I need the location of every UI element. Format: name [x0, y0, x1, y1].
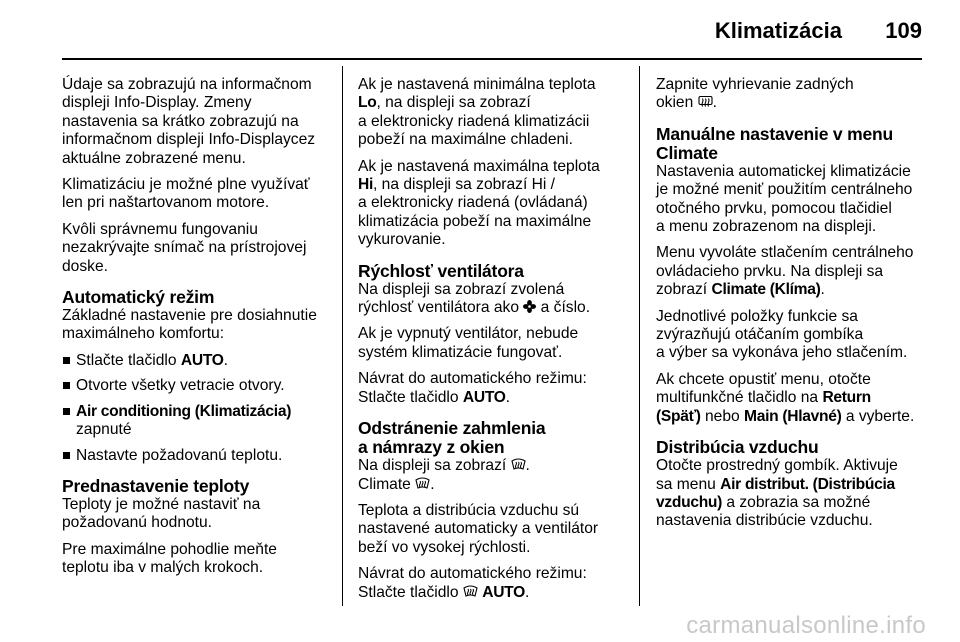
column-2	[358, 76, 622, 610]
paragraph-preset: Teploty je možné nastaviť na požadovanú hodnotu.	[62, 495, 261, 532]
paragraph-comfort: Pre maximálne pohodlie meňte teplotu iba v malých krokoch.	[62, 540, 277, 577]
column-1	[62, 76, 326, 586]
section-title: Klimatizácia	[714, 18, 842, 43]
air-distribut-label: Air distribut. (Distribúcia vzduchu)	[656, 475, 895, 511]
heading-air-distribution: Distribúcia vzduchu	[656, 437, 819, 458]
heading-manual-climate: Manuálne nastavenie v menu Climate	[656, 123, 893, 163]
column-divider-2	[639, 66, 640, 606]
windscreen-defrost-icon	[415, 477, 430, 490]
auto-button-label: AUTO	[482, 583, 525, 601]
auto-button-label: AUTO	[180, 351, 224, 369]
paragraph-return-auto-1: Návrat do automatického režimu: Stlačte tlačidlo AUTO.	[358, 370, 587, 406]
page-number: 109	[885, 18, 922, 43]
paragraph-exit-menu: Ak chcete opustiť menu, otočte multifunkčné tlačidlo na Return (Späť) nebo Main (Hlavné) a vyberte.	[656, 370, 915, 425]
paragraph-menu-items: Jednotlivé položky funkcie sa zvýrazňujú otáčaním gombíka a výber sa vykonáva jeho stlačením.	[656, 307, 908, 362]
windscreen-defrost-icon	[511, 458, 526, 471]
paragraph-info-display: Údaje sa zobrazujú na informačnom displeji Info-Display. Zmeny nastavenia sa krátko zobrazujú na informačnom displeji Info-Displaycez aktuálne zobrazené menu.	[62, 76, 316, 167]
hi-label: Hi	[358, 176, 373, 194]
paragraph-auto-distribution: Teplota a distribúcia vzduchu sú nastavené automaticky a ventilátor beží vo vysokej rýchlosti.	[358, 501, 599, 556]
paragraph-return-auto-2: Návrat do automatického režimu: Stlačte tlačidlo AUTO.	[358, 565, 587, 601]
list-item: Air conditioning (Klimatizácia) zapnuté	[62, 403, 326, 440]
paragraph-rear-heating: Zapnite vyhrievanie zadných okien .	[656, 76, 854, 112]
paragraph-min-temp: Ak je nastavená minimálna teplota Lo, na displeji sa zobrazí a elektronicky riadená klimatizácii pobeží na maximálne chladeni.	[358, 76, 596, 149]
lo-label: Lo	[358, 94, 377, 112]
paragraph-open-menu: Menu vyvoláte stlačením centrálneho ovládacieho prvku. Na displeji sa zobrazí Climate (Klíma).	[656, 244, 914, 299]
air-conditioning-label: Air conditioning (Klimatizácia)	[76, 402, 292, 420]
paragraph-fan-off: Ak je vypnutý ventilátor, nebude systém klimatizácie fungovať.	[358, 325, 579, 361]
column-3	[656, 76, 920, 539]
main-label: Main (Hlavné)	[744, 407, 842, 425]
paragraph-sensor: Kvôli správnemu fungovaniu nezakrývajte snímač na prístrojovej doske.	[62, 220, 307, 275]
auto-steps-list	[62, 352, 326, 465]
paragraph-max-temp: Ak je nastavená maximálna teplota Hi, na displeji sa zobrazí Hi / a elektronicky riadená (ovládaná) klimatizácia pobeží na maximálne vykurovanie.	[358, 157, 600, 249]
paragraph-basic-setting: Základné nastavenie pre dosiahnutie maximálneho komfortu:	[62, 307, 317, 343]
climate-menu-label: Climate (Klíma)	[711, 281, 821, 299]
paragraph-defog-display: Na displeji sa zobrazí . Climate .	[358, 457, 530, 493]
watermark: carmanualsonline.info	[686, 612, 926, 639]
auto-button-label: AUTO	[462, 388, 506, 406]
return-label: Return (Späť)	[656, 389, 871, 425]
fan-icon	[523, 300, 536, 313]
list-item: Stlačte tlačidlo AUTO.	[62, 352, 326, 370]
heading-temperature-preset: Prednastavenie teploty	[62, 475, 250, 496]
list-item: Nastavte požadovanú teplotu.	[62, 447, 326, 465]
paragraph-engine: Klimatizáciu je možné plne využívať len pri naštartovanom motore.	[62, 176, 310, 212]
header-rule	[62, 58, 922, 60]
paragraph-fan-display: Na displeji sa zobrazí zvolená rýchlosť ventilátora ako a číslo.	[358, 280, 591, 317]
windscreen-defrost-icon	[463, 585, 478, 598]
page-header	[0, 0, 960, 62]
heading-fan-speed: Rýchlosť ventilátora	[358, 260, 524, 281]
heading-defog: Odstránenie zahmlenia a námrazy z okien	[358, 418, 546, 458]
rear-window-heating-icon	[698, 95, 713, 108]
list-item: Otvorte všetky vetracie otvory.	[62, 377, 326, 395]
column-divider-1	[342, 66, 343, 606]
heading-automatic-mode: Automatický režim	[62, 287, 215, 308]
paragraph-manual-settings: Nastavenia automatickej klimatizácie je možné meniť použitím centrálneho otočného prvku, pomocou tlačidiel a menu zobrazenom na displeji.	[656, 162, 913, 236]
paragraph-air-distribution: Otočte prostredný gombík. Aktivuje sa menu Air distribut. (Distribúcia vzduchu) a zobrazia sa možné nastavenia distribúcie vzduchu.	[656, 457, 898, 530]
